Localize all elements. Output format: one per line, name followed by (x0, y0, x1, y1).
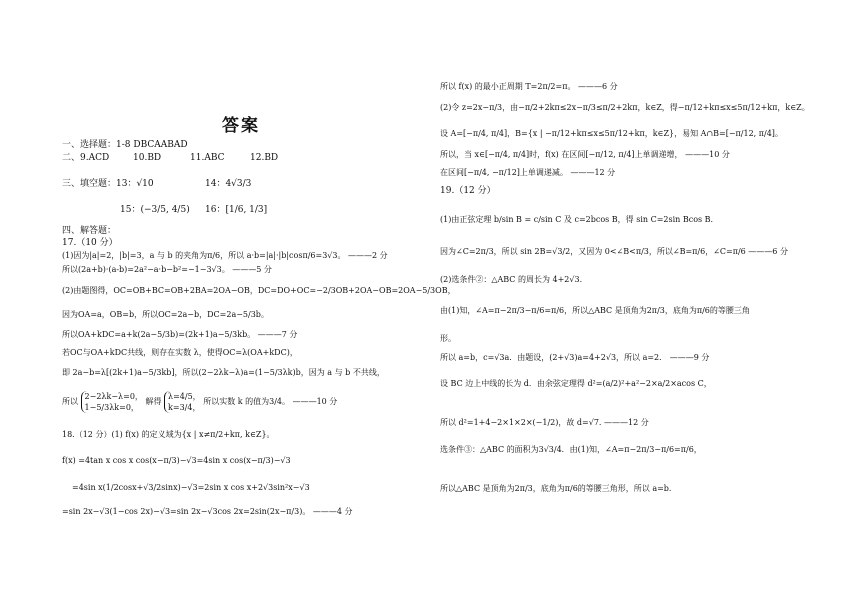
q17-line: 所以OA+kDC=a+k(2a−5/3b)=(2k+1)a−5/3kb。 ———7 分 (62, 330, 298, 339)
solution: λ=4/5， (168, 392, 201, 401)
q19-line: (1)由正弦定理 b/sin B = c/sin C 及 c=2bcos B，得 sin C=2sin Bcos B. (440, 215, 714, 224)
solution: k=3/4， (168, 403, 201, 413)
q19-line: 因为∠C=2π/3，所以 sin 2B=√3/2，又因为 0<∠B<π/3，所以∠B=π/6，∠C=π/6 ———6 分 (440, 247, 788, 256)
q19-heading: 19.（12 分） (440, 186, 496, 196)
q17-solve-row (62, 391, 337, 413)
q18-line: 所以 f(x) 的最小正周期 T=2π/2=π。 ———6 分 (440, 82, 618, 91)
q18-line: (2)令 z=2x−π/3，由−π/2+2kπ≤2x−π/3≤π/2+2kπ，k∈Z，得−π/12+kπ≤x≤5π/12+kπ，k∈Z。 (440, 103, 810, 112)
q18-line: 设 A=[−π/4, π/4]，B={x | −π/12+kπ≤x≤5π/12+kπ，k∈Z}，易知 A∩B=[−π/12, π/4]。 (440, 129, 783, 138)
q19-line: 设 BC 边上中线的长为 d．由余弦定理得 d²=(a/2)²+a²−2×a/2×acos C， (440, 379, 712, 388)
equation-system (81, 391, 143, 413)
q17-line: 因为OA=a，OB=b，所以OC=2a−b，DC=2a−5/3b。 (62, 310, 269, 319)
q19-line: 选条件③：△ABC 的面积为3√3/4．由(1)知，∠A=π−2π/3−π/6=π/6， (440, 445, 702, 454)
q18-line: =sin 2x−√3(1−cos 2x)−√3=sin 2x−√3cos 2x=2sin(2x−π/3)。 ———4 分 (62, 507, 353, 516)
fill-answer-14: 14：4√3/3 (205, 179, 252, 189)
q18-line: f(x) =4tan x cos x cos(x−π/3)−√3=4sin x cos(x−π/3)−√3 (62, 456, 291, 465)
multi-answers-label: 二、9.ACD (62, 153, 110, 163)
q17-line: 所以(2a+b)·(a-b)=2a²−a·b−b²=−1−3√3。 ———5 分 (62, 265, 272, 274)
answer-10: 10.BD (133, 153, 162, 163)
q19-line: 形。 (440, 334, 456, 343)
q17-solve-text: 解得 (145, 397, 162, 407)
q17-line: 若OC与OA+kDC共线，则存在实数 λ，使得OC=λ(OA+kDC)， (62, 348, 298, 357)
q17-line: 即 2a−b=λ[(2k+1)a−5/3kb]，所以(2−2λk−λ)a=(1−5/3λk)b，因为 a 与 b 不共线， (62, 368, 385, 377)
fill-answer-15: 15：(−3/5, 4/5) (120, 205, 190, 215)
section-label: 四、解答题： (62, 226, 117, 236)
q17-line: (2)由题图得，OC=OB+BC=OB+2BA=2OA−OB，DC=DO+OC=−2/3OB+2OA−OB=2OA−5/3OB， (62, 286, 456, 295)
page-title: 答案 (222, 116, 260, 136)
q19-line: 所以 a=b，c=√3a．由题设，(2+√3)a=4+2√3，所以 a=2． ———9 分 (440, 353, 710, 362)
q18-line: =4sin x(1/2cosx+√3/2sinx)−√3=2sin x cos x+2√3sin²x−√3 (72, 483, 310, 492)
fill-answer-13: 三、填空题：13：√10 (62, 179, 154, 189)
q19-line: 所以 d²=1+4−2×1×2×(−1/2)，故 d=√7. ———12 分 (440, 418, 649, 427)
q18-line: 所以，当 x∈[−π/4, π/4]时，f(x) 在区间[−π/12, π/4]上单调递增， ———10 分 (440, 150, 730, 159)
q19-line: (2)选条件②：△ABC 的周长为 4+2√3. (440, 275, 583, 284)
q17-heading: 17.（10 分） (62, 238, 118, 248)
q17-solve-text: 所以实数 k 的值为3/4。 ———10 分 (203, 397, 338, 407)
q17-line: (1)因为|a|=2，|b|=3，a 与 b 的夹角为π/6，所以 a·b=|a|·|b|cosπ/6=3√3。 ———2 分 (62, 251, 388, 260)
equation: 2−2λk−λ=0， (84, 392, 143, 401)
q18-line: 在区间[−π/4, −π/12]上单调递减。 ———12 分 (440, 168, 616, 177)
q19-line: 所以△ABC 是顶角为2π/3，底角为π/6的等腰三角形，所以 a=b. (440, 484, 672, 493)
equation: 1−5/3λk=0， (84, 403, 139, 413)
q17-solve-text: 所以 (62, 397, 78, 407)
fill-answer-16: 16：[1/6, 1/3] (205, 205, 268, 215)
q19-line: 由(1)知，∠A=π−2π/3−π/6=π/6，所以△ABC 是顶角为2π/3，底角为π/6的等腰三角 (440, 306, 750, 315)
answer-11: 11.ABC (190, 153, 225, 163)
solution-system (164, 391, 201, 413)
q18-line: 18.（12 分）(1) f(x) 的定义域为{x | x≠π/2+kπ, k∈Z}。 (62, 430, 275, 439)
answer-12: 12.BD (250, 153, 279, 163)
choice-answers: 一、选择题：1-8 DBCAABAD (62, 140, 188, 150)
